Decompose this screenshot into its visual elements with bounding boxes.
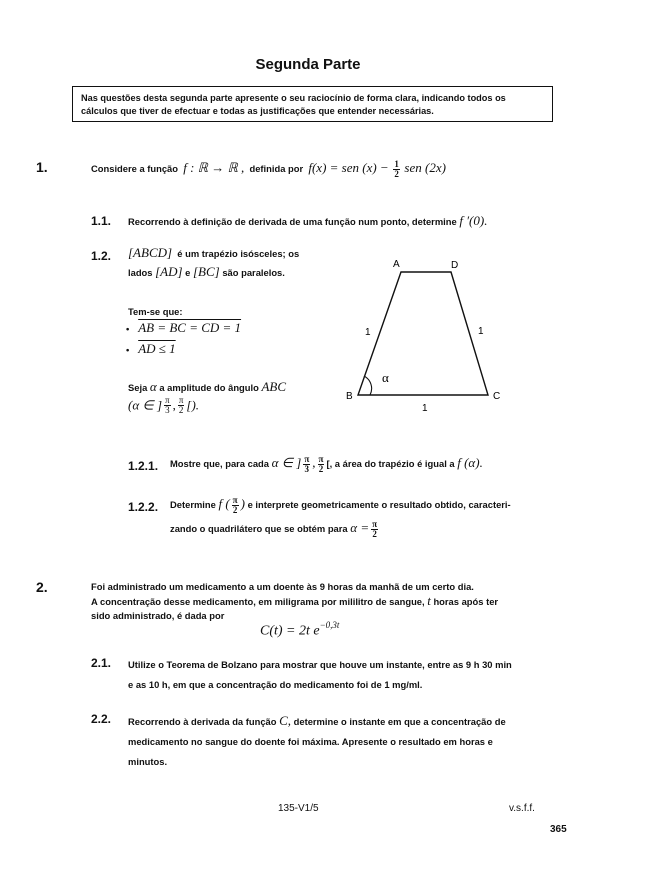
- trapezoid-figure: [338, 255, 508, 415]
- footer-exam-code: 135-V1/5: [278, 803, 319, 814]
- given-bullet-1: • AB = BC = CD = 1: [126, 320, 242, 335]
- vertex-b-label: B: [346, 391, 353, 402]
- question-2-1-text: Utilize o Teorema de Bolzano para mostrar que houve um instante, entre as 9 h 30 min e as 10 h, em que a concentração do medicamento foi de 1 mg/ml.: [128, 659, 512, 690]
- question-1-2-1-text: Mostre que, para cada α ∈ ] $\frac{\pi}{3}$ , $\frac{\pi}{2}$ [, a área do trapézio é igual a f (α).: [170, 454, 483, 474]
- instructions-box: Nas questões desta segunda parte apresente o seu raciocínio de forma clara, indicando todos os cálculos que tiver de efectuar e todas as justificações que entender necessárias.: [72, 86, 553, 122]
- question-2-text: Foi administrado um medicamento a um doente às 9 horas da manhã de um certo dia. A concentração desse medicamento, em miligrama por mililitro de sangue, t horas após ter sido administrado, é dada por: [91, 581, 499, 621]
- question-1-2-text: [ABCD] é um trapézio isósceles; os lados [AD] e [BC] são paralelos.: [128, 245, 300, 279]
- side-bc-label: 1: [422, 403, 428, 414]
- question-1-number: 1.: [36, 159, 48, 175]
- angle-alpha-label: α: [382, 370, 389, 385]
- question-2-2-number: 2.2.: [91, 712, 112, 726]
- vertex-c-label: C: [493, 391, 501, 402]
- footer-continue-note: v.s.f.f.: [509, 803, 535, 814]
- angle-definition: Seja α a amplitude do ângulo ABC: [128, 379, 286, 394]
- q1-formula-right: sen (2x): [404, 159, 446, 175]
- q1-func-map: f : ℝ → ℝ ,: [183, 159, 245, 175]
- side-cd-label: 1: [478, 326, 484, 337]
- question-1-2-2-number: 1.2.2.: [128, 500, 159, 514]
- angle-range: (α ∈ ] $\frac{\pi}{3}$ , $\frac{\pi}{2}$ [).: [128, 395, 200, 415]
- q1-intro: Considere a função: [91, 162, 178, 174]
- given-label: Tem-se que:: [128, 306, 183, 317]
- question-2-2-text: Recorrendo à derivada da função C, determine o instante em que a concentração de medicamento no sangue do doente foi máxima. Apresente o resultado em horas e minutos.: [128, 713, 506, 767]
- question-1-2-number: 1.2.: [91, 249, 112, 263]
- question-1-2-1-number: 1.2.1.: [128, 459, 159, 473]
- q1-defined-by: definida por: [249, 162, 304, 174]
- question-1-1-text: Recorrendo à definição de derivada de uma função num ponto, determine f ′(0).: [128, 213, 488, 228]
- angle-arc: [364, 376, 372, 395]
- trapezoid-shape: [358, 272, 488, 395]
- question-1-1-number: 1.1.: [91, 214, 112, 228]
- side-ab-label: 1: [365, 327, 371, 338]
- page-number: 365: [550, 824, 567, 835]
- question-1-statement: [91, 160, 446, 179]
- vertex-a-label: A: [393, 259, 400, 270]
- given-bullet-2: • AD ≤ 1: [126, 341, 176, 356]
- question-1-2-2-text: Determine f ( $\frac{\pi}{2}$ ) e interprete geometricamente o resultado obtido, caracteri-: [170, 495, 511, 515]
- vertex-d-label: D: [451, 260, 459, 271]
- q1-formula-left: f(x) = sen (x) −: [308, 159, 389, 175]
- question-1-2-2-text-cont: zando o quadrilátero que se obtém para α = $\frac{\pi}{2}$: [170, 519, 378, 539]
- question-2-number: 2.: [36, 579, 48, 595]
- page-title: Segunda Parte: [255, 56, 361, 73]
- question-2-1-number: 2.1.: [91, 656, 112, 670]
- q1-fraction: $\frac{1}{2}$: [394, 159, 399, 179]
- concentration-formula: C(t) = 2t $e^{-0,3t}$: [260, 620, 340, 639]
